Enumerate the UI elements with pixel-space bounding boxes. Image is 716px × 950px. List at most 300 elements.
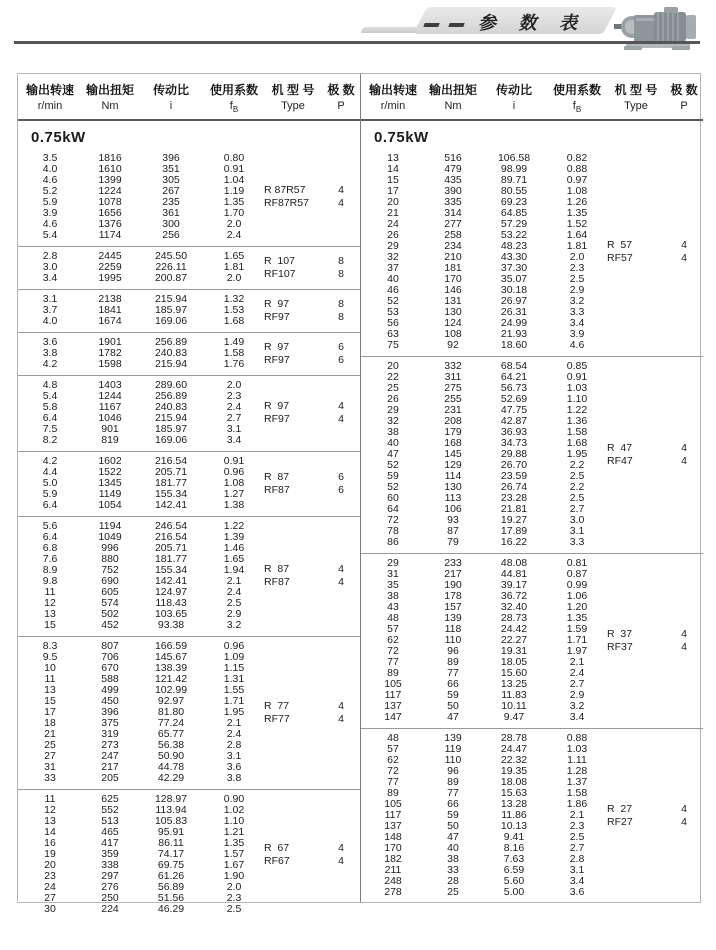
cell-service-factor: 1.71: [566, 634, 588, 647]
cell-output-torque: 996: [101, 542, 119, 555]
table-row: [18, 230, 264, 241]
cell-output-speed: 248: [384, 875, 402, 888]
cell-ratio: 13.25: [500, 678, 528, 691]
poles-value: 4: [338, 712, 344, 725]
type-label: RF67: [264, 854, 290, 867]
cell-service-factor: 2.5: [226, 903, 242, 916]
cell-output-speed: 5.8: [42, 401, 58, 414]
cell-output-speed: 31: [387, 568, 399, 581]
poles-cell: [665, 153, 703, 351]
type-label: R 107: [264, 254, 295, 267]
cell-service-factor: 1.55: [223, 684, 245, 697]
cell-output-torque: 1054: [98, 499, 122, 512]
cell-output-speed: 57: [387, 623, 399, 636]
cell-ratio: 5.00: [503, 886, 525, 899]
cell-output-speed: 77: [387, 656, 399, 669]
model-group: [18, 789, 360, 920]
col-header-cn: 输出扭矩: [85, 83, 134, 97]
cell-output-speed: 9.5: [42, 651, 58, 664]
cell-output-speed: 4.4: [42, 466, 58, 479]
cell-output-torque: 1522: [98, 466, 122, 479]
cell-output-speed: 13: [44, 608, 56, 621]
type-cell: [264, 521, 322, 631]
poles-value: 6: [338, 340, 344, 353]
cell-service-factor: 1.58: [223, 347, 245, 360]
poles-value: 6: [338, 353, 344, 366]
col-header-speed: [361, 81, 425, 114]
cell-output-torque: 752: [101, 564, 119, 577]
cell-output-speed: 15: [44, 695, 56, 708]
cell-service-factor: 2.5: [569, 470, 585, 483]
cell-service-factor: 2.5: [569, 492, 585, 505]
cell-service-factor: 3.2: [569, 295, 585, 308]
cell-ratio: 22.27: [500, 634, 528, 647]
cell-ratio: 11.83: [501, 689, 527, 702]
cell-output-torque: 552: [101, 804, 119, 817]
cell-ratio: 26.97: [500, 295, 528, 308]
col-header-cn: 机 型 号: [614, 83, 658, 97]
cell-ratio: 215.94: [154, 412, 188, 425]
cell-output-speed: 72: [387, 645, 399, 658]
type-label: RF107: [264, 267, 296, 280]
cell-ratio: 48.08: [500, 557, 528, 570]
cell-service-factor: 3.0: [569, 514, 585, 527]
cell-service-factor: 3.2: [569, 700, 585, 713]
col-header-cn: 输出转速: [368, 83, 417, 97]
cell-output-torque: 819: [101, 434, 119, 447]
cell-output-torque: 901: [101, 423, 119, 436]
cell-output-speed: 15: [44, 619, 56, 632]
cell-output-torque: 33: [447, 864, 459, 877]
cell-output-torque: 1674: [98, 315, 122, 328]
type-label: R 97: [264, 400, 290, 413]
cell-ratio: 240.83: [154, 347, 188, 360]
cell-output-speed: 26: [387, 393, 399, 406]
poles-value: 4: [681, 454, 687, 467]
cell-output-torque: 452: [101, 619, 119, 632]
cell-ratio: 9.47: [503, 711, 525, 724]
poles-value: 4: [338, 576, 344, 589]
power-section-title: 0.75kW: [31, 129, 86, 147]
cell-service-factor: 1.09: [223, 651, 245, 664]
cell-service-factor: 0.88: [566, 163, 588, 176]
cell-output-torque: 96: [447, 765, 459, 778]
cell-ratio: 300: [162, 218, 180, 231]
cell-output-torque: 66: [447, 798, 459, 811]
cell-output-speed: 16: [44, 837, 56, 850]
cell-service-factor: 3.1: [569, 864, 585, 877]
col-header-en: $f_B$: [572, 100, 582, 115]
cell-ratio: 64.85: [500, 207, 528, 220]
cell-output-speed: 15: [387, 174, 399, 187]
cell-service-factor: 2.1: [226, 717, 242, 730]
cell-output-torque: 89: [447, 656, 459, 669]
cell-ratio: 24.99: [500, 317, 528, 330]
cell-service-factor: 2.3: [226, 390, 242, 403]
cell-output-speed: 105: [384, 678, 402, 691]
cell-service-factor: 2.9: [226, 608, 242, 621]
poles-value: 4: [338, 413, 344, 426]
cell-output-speed: 5.6: [42, 520, 58, 533]
table-row: [18, 500, 264, 511]
cell-output-torque: 275: [444, 382, 462, 395]
type-label: RF47: [607, 454, 633, 467]
cell-ratio: 19.35: [500, 765, 528, 778]
cell-output-torque: 113: [444, 492, 462, 505]
cell-service-factor: 1.57: [223, 848, 245, 861]
cell-service-factor: 2.0: [226, 379, 242, 392]
cell-service-factor: 2.4: [226, 229, 242, 242]
col-header-en: P: [680, 100, 688, 112]
cell-service-factor: 2.7: [569, 503, 585, 516]
cell-ratio: 26.74: [500, 481, 528, 494]
cell-service-factor: 0.87: [566, 568, 588, 581]
cell-output-speed: 21: [44, 728, 56, 741]
cell-ratio: 42.29: [157, 772, 185, 785]
cell-service-factor: 2.0: [226, 218, 242, 231]
cell-output-torque: 332: [444, 360, 462, 373]
cell-output-torque: 79: [447, 536, 459, 549]
cell-output-torque: 588: [101, 673, 119, 686]
type-cell: [607, 558, 665, 723]
cell-output-speed: 40: [387, 437, 399, 450]
cell-output-speed: 3.0: [42, 261, 58, 274]
cell-service-factor: 0.96: [223, 466, 245, 479]
cell-output-speed: 4.2: [42, 358, 58, 371]
cell-service-factor: 3.3: [569, 306, 585, 319]
col-header-en: Nm: [101, 100, 119, 112]
cell-ratio: 93.38: [157, 619, 185, 632]
cell-output-speed: 11: [44, 673, 56, 686]
poles-cell: [322, 521, 360, 631]
cell-output-speed: 20: [44, 859, 56, 872]
cell-service-factor: 2.9: [569, 284, 585, 297]
cell-output-torque: 106: [444, 503, 462, 516]
poles-value: 4: [338, 184, 344, 197]
rows-block: [18, 337, 264, 370]
poles-value: 4: [681, 640, 687, 653]
type-label: RF37: [607, 640, 633, 653]
model-group: [361, 728, 703, 903]
cell-ratio: 37.30: [500, 262, 528, 275]
cell-ratio: 205.71: [154, 542, 188, 555]
cell-service-factor: 2.7: [569, 678, 585, 691]
cell-output-torque: 208: [444, 415, 462, 428]
cell-output-speed: 25: [387, 382, 399, 395]
cell-output-speed: 137: [384, 700, 402, 713]
col-header-cn: 输出扭矩: [428, 83, 477, 97]
cell-output-torque: 139: [444, 732, 462, 745]
cell-output-speed: 182: [384, 853, 402, 866]
cell-service-factor: 3.3: [569, 536, 585, 549]
poles-value: 4: [338, 841, 344, 854]
cell-service-factor: 1.46: [223, 542, 245, 555]
cell-output-speed: 8.9: [42, 564, 58, 577]
cell-output-speed: 14: [44, 826, 56, 839]
table-header-row: [361, 74, 703, 121]
poles-cell: [322, 380, 360, 446]
cell-ratio: 351: [162, 163, 180, 176]
table-row: [361, 340, 607, 351]
type-label: RF77: [264, 712, 290, 725]
cell-ratio: 68.54: [500, 360, 528, 373]
col-header-en: Nm: [444, 100, 462, 112]
cell-service-factor: 3.4: [569, 875, 585, 888]
cell-output-speed: 62: [387, 754, 399, 767]
cell-ratio: 36.72: [500, 590, 528, 603]
cell-output-speed: 38: [387, 590, 399, 603]
cell-output-speed: 137: [384, 820, 402, 833]
cell-output-speed: 27: [44, 892, 56, 905]
cell-ratio: 102.99: [154, 684, 188, 697]
cell-ratio: 155.34: [154, 564, 188, 577]
cell-output-torque: 77: [447, 667, 459, 680]
table-header-row: [18, 74, 360, 121]
cell-ratio: 235: [162, 196, 180, 209]
cell-service-factor: 2.5: [569, 273, 585, 286]
cell-service-factor: 1.39: [223, 531, 245, 544]
cell-service-factor: 3.1: [569, 525, 585, 538]
cell-output-torque: 338: [101, 859, 119, 872]
cell-service-factor: 3.1: [226, 750, 242, 763]
cell-service-factor: 1.08: [566, 185, 588, 198]
cell-output-torque: 224: [101, 903, 119, 916]
cell-ratio: 56.38: [157, 739, 185, 752]
cell-output-torque: 502: [101, 608, 119, 621]
cell-service-factor: 2.1: [569, 809, 585, 822]
cell-ratio: 50.90: [157, 750, 185, 763]
cell-ratio: 8.16: [503, 842, 525, 855]
cell-output-speed: 3.7: [42, 304, 58, 317]
cell-output-speed: 6.4: [42, 531, 58, 544]
cell-ratio: 256: [162, 229, 180, 242]
cell-service-factor: 2.3: [226, 892, 242, 905]
cell-ratio: 181.77: [154, 477, 188, 490]
cell-service-factor: 1.35: [566, 207, 588, 220]
cell-service-factor: 1.11: [567, 754, 587, 767]
cell-output-torque: 217: [101, 761, 119, 774]
table-row: [18, 359, 264, 370]
cell-output-speed: 52: [387, 295, 399, 308]
poles-value: 4: [338, 854, 344, 867]
cell-output-speed: 29: [387, 557, 399, 570]
cell-output-torque: 233: [444, 557, 462, 570]
cell-service-factor: 0.91: [566, 371, 588, 384]
cell-output-speed: 7.6: [42, 553, 58, 566]
cell-output-torque: 690: [101, 575, 119, 588]
type-label: R 87: [264, 470, 290, 483]
cell-ratio: 64.21: [500, 371, 528, 384]
model-group: [18, 246, 360, 289]
type-label: R 87: [264, 563, 290, 576]
cell-ratio: 74.17: [157, 848, 185, 861]
cell-service-factor: 0.96: [223, 640, 245, 653]
cell-output-torque: 157: [444, 601, 462, 614]
cell-output-speed: 3.8: [42, 347, 58, 360]
cell-output-torque: 1816: [98, 152, 122, 165]
model-group: [361, 149, 703, 356]
cell-service-factor: 1.52: [566, 218, 588, 231]
cell-output-torque: 335: [444, 196, 462, 209]
cell-output-torque: 319: [101, 728, 119, 741]
cell-ratio: 19.31: [500, 645, 528, 658]
cell-ratio: 42.87: [500, 415, 528, 428]
table-row: [361, 887, 607, 898]
cell-service-factor: 1.90: [223, 870, 245, 883]
cell-output-speed: 22: [387, 371, 399, 384]
cell-service-factor: 3.1: [226, 423, 242, 436]
col-header-type: [264, 81, 322, 114]
cell-ratio: 142.41: [154, 575, 188, 588]
cell-service-factor: 1.06: [566, 590, 588, 603]
left-parameter-table: [18, 74, 361, 916]
cell-ratio: 256.89: [154, 390, 188, 403]
cell-service-factor: 2.7: [569, 842, 585, 855]
cell-output-torque: 96: [447, 645, 459, 658]
cell-service-factor: 1.32: [223, 293, 245, 306]
model-group: [18, 516, 360, 636]
cell-ratio: 18.05: [500, 656, 528, 669]
poles-cell: [322, 456, 360, 511]
cell-service-factor: 0.80: [223, 152, 245, 165]
cell-ratio: 145.67: [154, 651, 188, 664]
cell-ratio: 24.47: [500, 743, 528, 756]
cell-output-speed: 48: [387, 612, 399, 625]
cell-output-speed: 12: [44, 597, 56, 610]
cell-output-speed: 11: [44, 793, 56, 806]
cell-output-speed: 5.2: [42, 185, 58, 198]
col-header-en: $f_B$: [229, 100, 239, 115]
cell-output-speed: 38: [387, 426, 399, 439]
cell-ratio: 44.81: [500, 568, 528, 581]
cell-ratio: 69.23: [500, 196, 528, 209]
cell-output-speed: 33: [44, 772, 56, 785]
col-header-en: r/min: [380, 100, 406, 112]
cell-output-speed: 47: [387, 448, 399, 461]
cell-output-torque: 1345: [98, 477, 122, 490]
cell-ratio: 95.91: [157, 826, 185, 839]
cell-output-speed: 117: [384, 689, 402, 702]
cell-output-speed: 48: [387, 732, 399, 745]
cell-output-speed: 35: [387, 579, 399, 592]
cell-output-torque: 1598: [98, 358, 122, 371]
cell-ratio: 23.59: [500, 470, 528, 483]
cell-service-factor: 3.6: [226, 761, 242, 774]
cell-output-torque: 1167: [98, 401, 122, 414]
type-cell: [264, 251, 322, 284]
cell-output-speed: 3.9: [42, 207, 58, 220]
table-row: [18, 316, 264, 327]
cell-ratio: 16.22: [500, 536, 528, 549]
model-group: [18, 451, 360, 516]
poles-cell: [322, 294, 360, 327]
cell-service-factor: 3.8: [226, 772, 242, 785]
cell-output-speed: 31: [44, 761, 56, 774]
cell-output-speed: 89: [387, 787, 399, 800]
cell-output-torque: 1376: [98, 218, 122, 231]
cell-ratio: 80.55: [500, 185, 528, 198]
type-cell: [607, 361, 665, 548]
cell-service-factor: 2.5: [226, 597, 242, 610]
cell-ratio: 81.80: [157, 706, 185, 719]
rows-block: [18, 153, 264, 241]
cell-output-speed: 29: [387, 240, 399, 253]
cell-ratio: 5.60: [503, 875, 525, 888]
poles-value: 4: [681, 627, 687, 640]
cell-output-torque: 119: [444, 743, 462, 756]
cell-output-speed: 5.4: [42, 229, 58, 242]
cell-service-factor: 0.81: [566, 557, 588, 570]
cell-ratio: 216.54: [154, 455, 188, 468]
poles-value: 4: [681, 441, 687, 454]
cell-output-torque: 297: [101, 870, 119, 883]
cell-service-factor: 0.97: [566, 174, 588, 187]
table-row: [18, 435, 264, 446]
cell-output-torque: 1244: [98, 390, 122, 403]
cell-output-torque: 390: [444, 185, 462, 198]
cell-output-torque: 38: [447, 853, 459, 866]
cell-ratio: 21.81: [500, 503, 528, 516]
cell-output-speed: 2.8: [42, 250, 58, 263]
cell-ratio: 32.40: [500, 601, 528, 614]
cell-output-torque: 276: [101, 881, 119, 894]
cell-service-factor: 2.3: [569, 262, 585, 275]
cell-output-torque: 50: [447, 820, 459, 833]
cell-output-torque: 1610: [98, 163, 122, 176]
col-header-en: P: [337, 100, 345, 112]
model-group: [18, 149, 360, 246]
header-divider-rule: [14, 41, 700, 44]
cell-output-speed: 6.4: [42, 412, 58, 425]
cell-ratio: 245.50: [154, 250, 188, 263]
cell-output-torque: 1656: [98, 207, 122, 220]
cell-service-factor: 1.03: [566, 382, 588, 395]
cell-output-torque: 1403: [98, 379, 122, 392]
cell-output-torque: 499: [101, 684, 119, 697]
cell-service-factor: 2.0: [569, 251, 585, 264]
rows-block: [18, 641, 264, 784]
cell-output-speed: 13: [44, 684, 56, 697]
cell-service-factor: 1.35: [566, 612, 588, 625]
cell-service-factor: 0.88: [566, 732, 588, 745]
cell-output-speed: 5.4: [42, 390, 58, 403]
cell-output-speed: 86: [387, 536, 399, 549]
cell-service-factor: 1.04: [223, 174, 245, 187]
cell-service-factor: 1.86: [566, 798, 588, 811]
cell-ratio: 256.89: [154, 336, 188, 349]
col-header-en: Type: [281, 100, 305, 112]
cell-service-factor: 1.65: [223, 250, 245, 263]
cell-ratio: 215.94: [154, 358, 188, 371]
type-label: R 97: [264, 297, 290, 310]
poles-cell: [322, 641, 360, 784]
cell-output-speed: 3.4: [42, 272, 58, 285]
cell-service-factor: 1.97: [566, 645, 588, 658]
cell-service-factor: 0.91: [223, 163, 245, 176]
type-label: RF97: [264, 353, 290, 366]
cell-ratio: 47.75: [500, 404, 528, 417]
cell-service-factor: 1.35: [223, 837, 245, 850]
cell-ratio: 61.26: [157, 870, 185, 883]
cell-output-speed: 170: [384, 842, 402, 855]
cell-service-factor: 1.67: [223, 859, 245, 872]
cell-output-speed: 27: [44, 750, 56, 763]
cell-output-speed: 43: [387, 601, 399, 614]
model-group: [361, 553, 703, 728]
cell-service-factor: 1.21: [223, 826, 245, 839]
cell-output-speed: 4.8: [42, 379, 58, 392]
cell-output-speed: 278: [384, 886, 402, 899]
